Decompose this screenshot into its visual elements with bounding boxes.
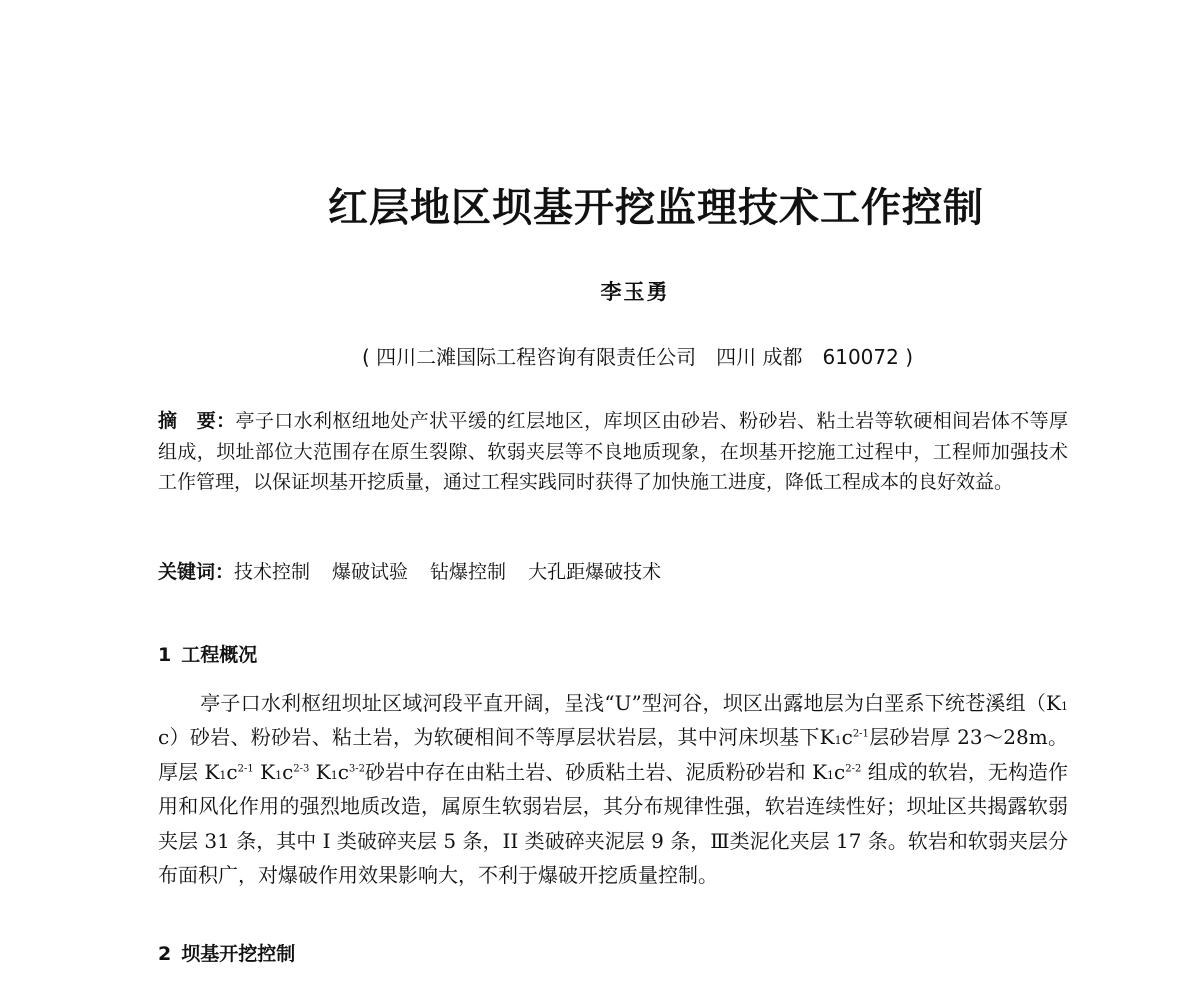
para-text: 组成的软岩，无构造作用和风化作用的强烈地质改造，属原生软弱岩层，其分布规律性强，软岩连续性好；坝址区共揭露软弱夹层 31 条，其中 I 类破碎夹层 5 条，II 类破碎夹泥层 9 条，Ⅲ类泥化夹层 17 条。软岩和软弱夹层分布面积广，对爆破作用效果影响大，不利于爆破开挖质量控制。 — [158, 759, 1069, 888]
superscript: 2-1 — [852, 728, 869, 740]
section-heading-1 — [158, 640, 257, 667]
author-name: 李玉勇 — [600, 279, 670, 304]
keyword: 技术控制 — [234, 561, 311, 583]
superscript: 2-1 — [237, 763, 254, 775]
subscript: 1 — [1061, 700, 1068, 713]
keywords-label: 关键词： — [158, 561, 235, 583]
section-number: 1 — [158, 644, 172, 666]
formation-symbol: c — [226, 759, 238, 784]
section-1-paragraph — [158, 686, 1068, 892]
superscript: 2-2 — [845, 763, 862, 775]
abstract-text: 亭子口水利枢纽地处产状平缓的红层地区，库坝区由砂岩、粉砂岩、粘土岩等软硬相间岩体不等厚组成，坝址部位大范围存在原生裂隙、软弱夹层等不良地质现象，在坝基开挖施工过程中，工程师加强技术工作管理，以保证坝基开挖质量，通过工程实践同时获得了加快施工进度，降低工程成本的良好效益。 — [158, 410, 1068, 493]
section-title: 工程概况 — [181, 644, 258, 666]
section-number: 2 — [158, 943, 172, 965]
formation-symbol: c — [834, 759, 846, 784]
para-text: c）砂岩、粉砂岩、粘土岩，为软硬相间不等厚层状岩层，其中河床坝基下 — [158, 725, 820, 750]
abstract — [158, 406, 1068, 498]
subscript: 1 — [275, 768, 283, 782]
superscript: 2-3 — [293, 763, 310, 775]
keyword: 大孔距爆破技术 — [528, 561, 662, 583]
para-text: 亭子口水利枢纽坝址区域河段平直开阔，呈浅“U”型河谷，坝区出露地层为白垩系下统苍溪组（K — [200, 691, 1061, 715]
formation-symbol: K — [819, 725, 835, 750]
superscript: 3-2 — [348, 763, 366, 775]
affiliation: ( 四川二滩国际工程咨询有限责任公司 四川 成都 610072 ) — [361, 345, 914, 369]
section-heading-2 — [158, 939, 295, 966]
keyword: 钻爆控制 — [430, 561, 507, 583]
formation-symbol: K — [204, 759, 220, 784]
keywords — [158, 557, 1068, 587]
para-text: 层砂岩厚 23～28m。厚层 — [158, 725, 1068, 784]
formation-symbol: K — [260, 759, 276, 784]
subscript: 1 — [834, 734, 842, 748]
formation-symbol: c — [282, 759, 294, 784]
subscript: 1 — [219, 768, 227, 782]
subscript: 1 — [330, 768, 338, 782]
formation-symbol: K — [315, 759, 331, 784]
abstract-label: 摘 要： — [158, 410, 236, 432]
formation-symbol: c — [841, 725, 853, 750]
subscript: 1 — [827, 768, 835, 782]
formation-symbol: c — [337, 759, 349, 784]
section-title: 坝基开挖控制 — [181, 943, 296, 965]
keyword: 爆破试验 — [332, 561, 409, 583]
para-text: 砂岩中存在由粘土岩、砂质粘土岩、泥质粉砂岩和 — [365, 759, 813, 784]
formation-symbol: K — [812, 759, 828, 784]
paper-title: 红层地区坝基开挖监理技术工作控制 — [328, 184, 984, 231]
